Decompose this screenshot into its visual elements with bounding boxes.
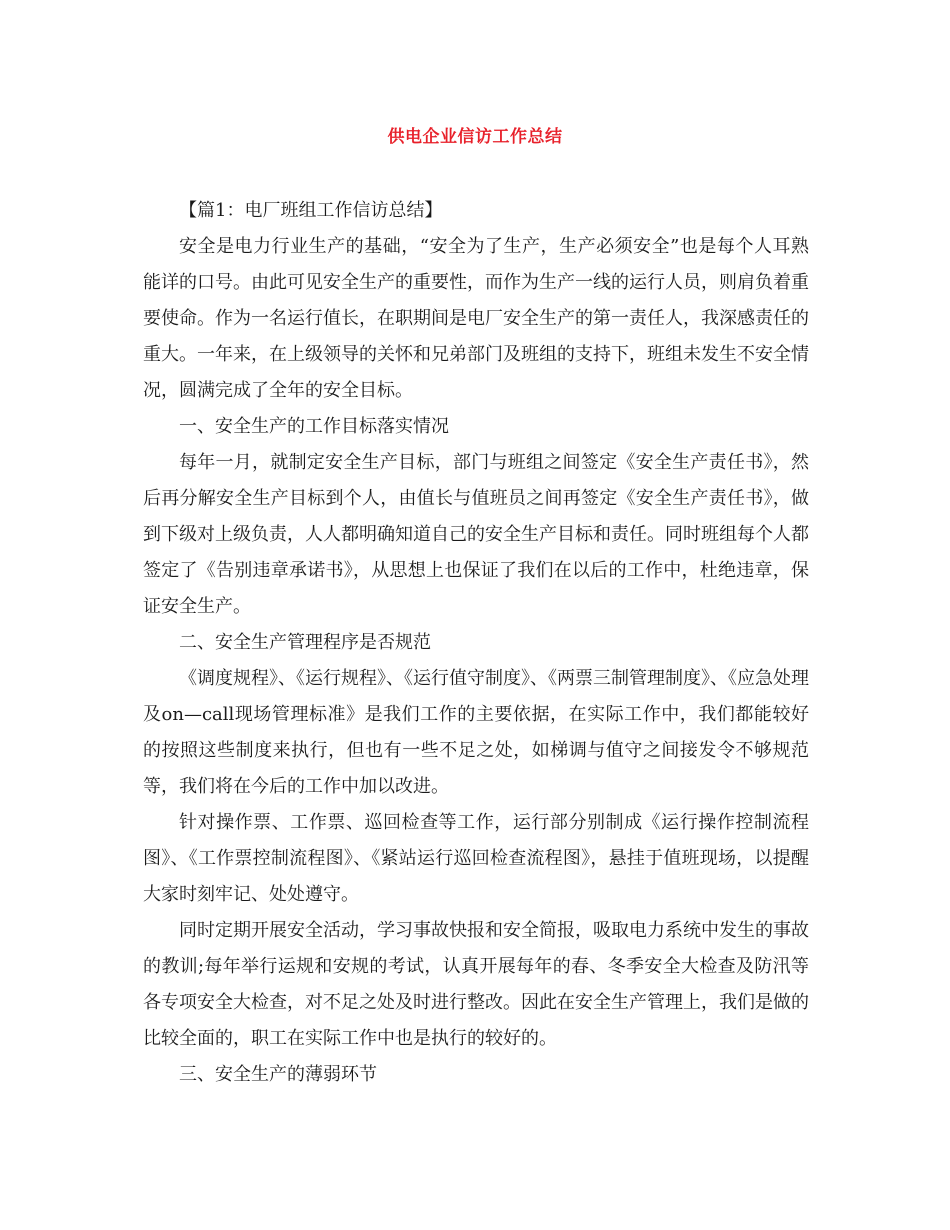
body-paragraph: 《调度规程》、《运行规程》、《运行值守制度》、《两票三制管理制度》、《应急处理及on—call现场管理标准》是我们工作的主要依据，在实际工作中，我们都能较好的按照这些制度来执行，但也有一些不足之处，如梯调与值守之间接发令不够规范等，我们将在今后的工作中加以改进。 (143, 668, 809, 797)
body-paragraph: 针对操作票、工作票、巡回检查等工作，运行部分别制成《运行操作控制流程图》、《工作票控制流程图》、《紧站运行巡回检查流程图》，悬挂于值班现场，以提醒大家时刻牢记、处处遵守。 (143, 812, 809, 905)
section-heading: 【篇1：电厂班组工作信访总结】 (179, 200, 443, 221)
body-paragraph: 安全是电力行业生产的基础，“安全为了生产，生产必须安全”也是每个人耳熟能详的口号。由此可见安全生产的重要性，而作为生产一线的运行人员，则肩负着重要使命。作为一名运行值长，在职期间是电厂安全生产的第一责任人，我深感责任的重大。一年来，在上级领导的关怀和兄弟部门及班组的支持下，班组未发生不安全情况，圆满完成了全年的安全目标。 (143, 236, 809, 401)
document-title: 供电企业信访工作总结 (387, 127, 563, 147)
body-paragraph: 同时定期开展安全活动，学习事故快报和安全简报，吸取电力系统中发生的事故的教训;每年举行运规和安规的考试，认真开展每年的春、冬季安全大检查及防汛等各专项安全大检查，对不足之处及时进行整改。因此在安全生产管理上，我们是做的比较全面的，职工在实际工作中也是执行的较好的。 (143, 920, 809, 1049)
section-heading: 三、安全生产的薄弱环节 (179, 1064, 377, 1085)
document-body (143, 193, 809, 1093)
section-heading: 一、安全生产的工作目标落实情况 (179, 416, 449, 437)
section-heading: 二、安全生产管理程序是否规范 (179, 632, 431, 653)
body-paragraph: 每年一月，就制定安全生产目标，部门与班组之间签定《安全生产责任书》，然后再分解安全生产目标到个人，由值长与值班员之间再签定《安全生产责任书》，做到下级对上级负责，人人都明确知道自己的安全生产目标和责任。同时班组每个人都签定了《告别违章承诺书》，从思想上也保证了我们在以后的工作中，杜绝违章，保证安全生产。 (143, 452, 809, 617)
